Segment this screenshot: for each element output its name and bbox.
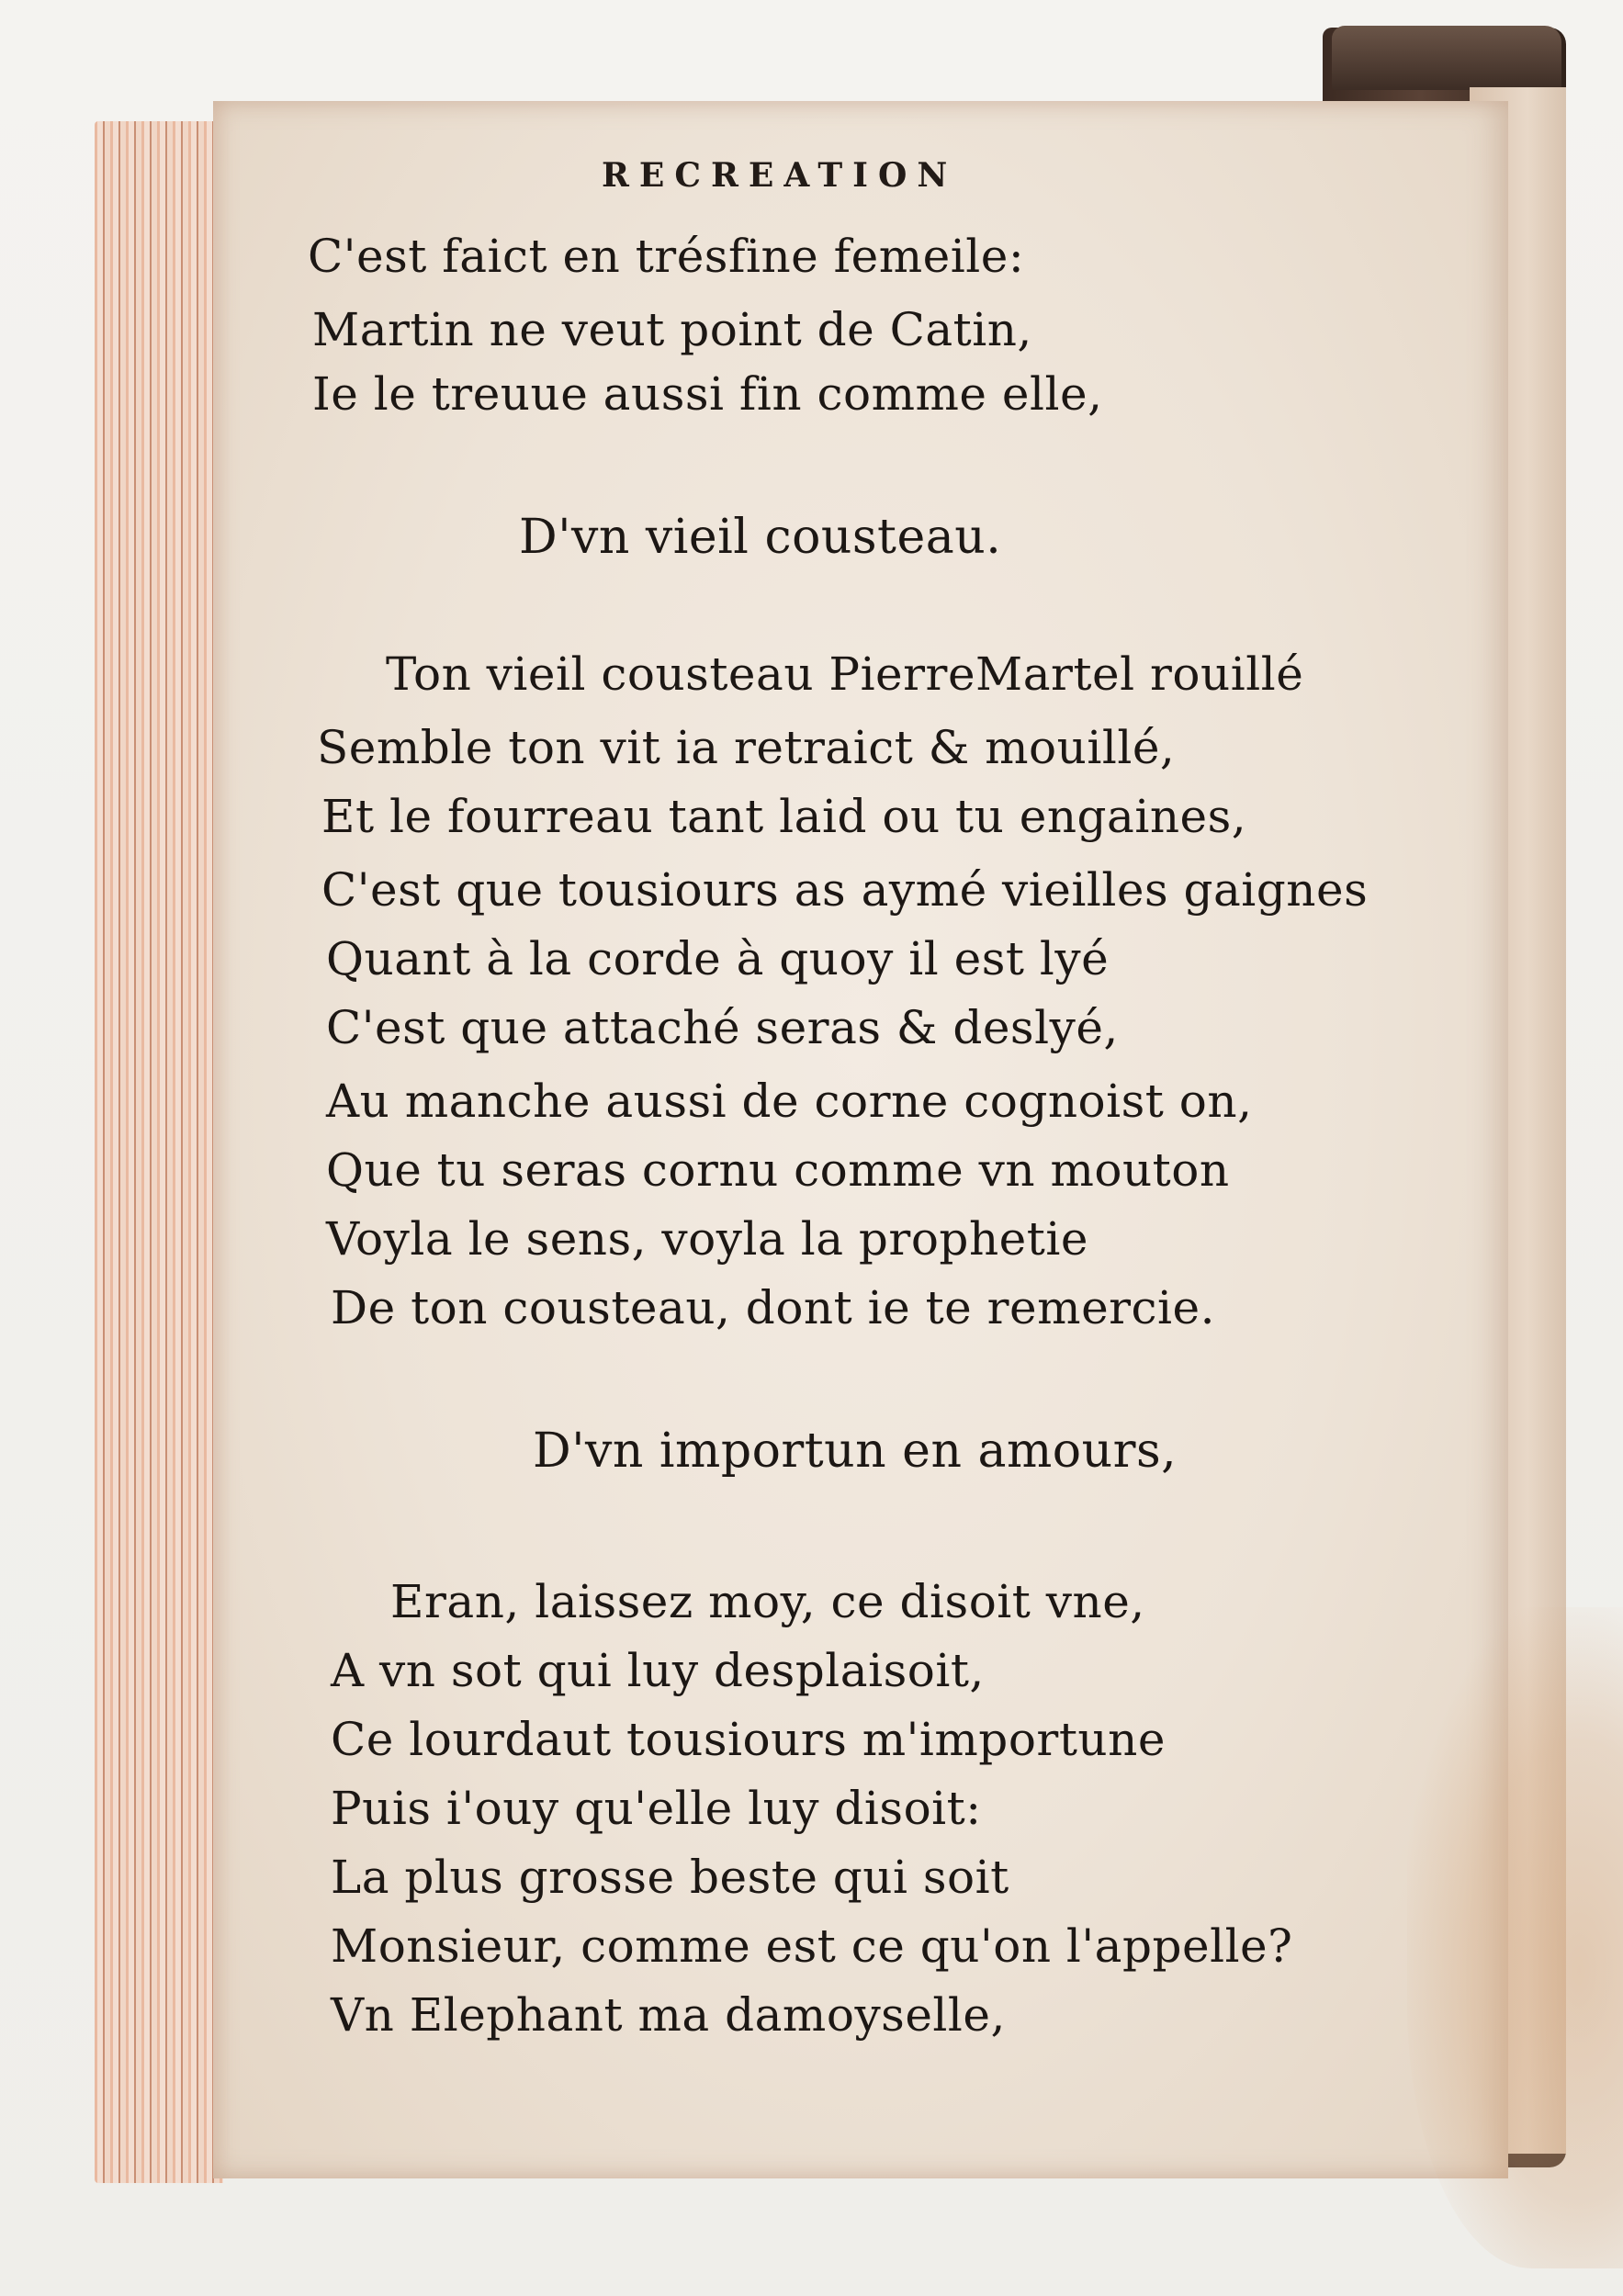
verse-line: La plus grosse beste qui soit	[331, 1851, 1009, 1904]
verse-line: C'est faict en trésfine femeile:	[308, 230, 1025, 283]
verse-line: Au manche aussi de corne cognoist on,	[326, 1075, 1253, 1128]
page-block-edges	[95, 121, 223, 2183]
verse-line: De ton cousteau, dont ie te remercie.	[331, 1281, 1216, 1334]
water-stain	[1407, 1607, 1623, 2268]
section-heading: D'vn vieil cousteau.	[519, 510, 1002, 565]
verse-line: A vn sot qui luy desplaisoit,	[331, 1644, 985, 1697]
binding-headcap	[1332, 26, 1561, 90]
verse-line: Monsieur, comme est ce qu'on l'appelle?	[331, 1919, 1293, 1973]
verse-line: Puis i'ouy qu'elle luy disoit:	[331, 1782, 982, 1835]
verse-line: Voyla le sens, voyla la prophetie	[326, 1212, 1088, 1266]
section-heading: D'vn importun en amours,	[533, 1424, 1178, 1479]
verse-line: Ie le treuue aussi fin comme elle,	[312, 367, 1103, 421]
verse-line: Semble ton vit ia retraict & mouillé,	[317, 721, 1176, 774]
verse-line: Que tu seras cornu comme vn mouton	[326, 1143, 1230, 1197]
verse-line: Quant à la corde à quoy il est lyé	[326, 932, 1110, 985]
verse-line: C'est que attaché seras & deslyé,	[326, 1001, 1119, 1054]
verse-line: Ce lourdaut tousiours m'importune	[331, 1713, 1166, 1766]
verse-line: Vn Elephant ma damoyselle,	[331, 1988, 1006, 2042]
verse-line: Et le fourreau tant laid ou tu engaines,	[321, 790, 1247, 843]
verse-line: Martin ne veut point de Catin,	[312, 303, 1032, 356]
verse-line: Eran, laissez moy, ce disoit vne,	[390, 1575, 1145, 1628]
verse-line: Ton vieil cousteau PierreMartel rouillé	[386, 647, 1304, 701]
verse-line: C'est que tousiours as aymé vieilles gaignes	[321, 863, 1369, 917]
running-head: RECREATION	[602, 156, 958, 195]
